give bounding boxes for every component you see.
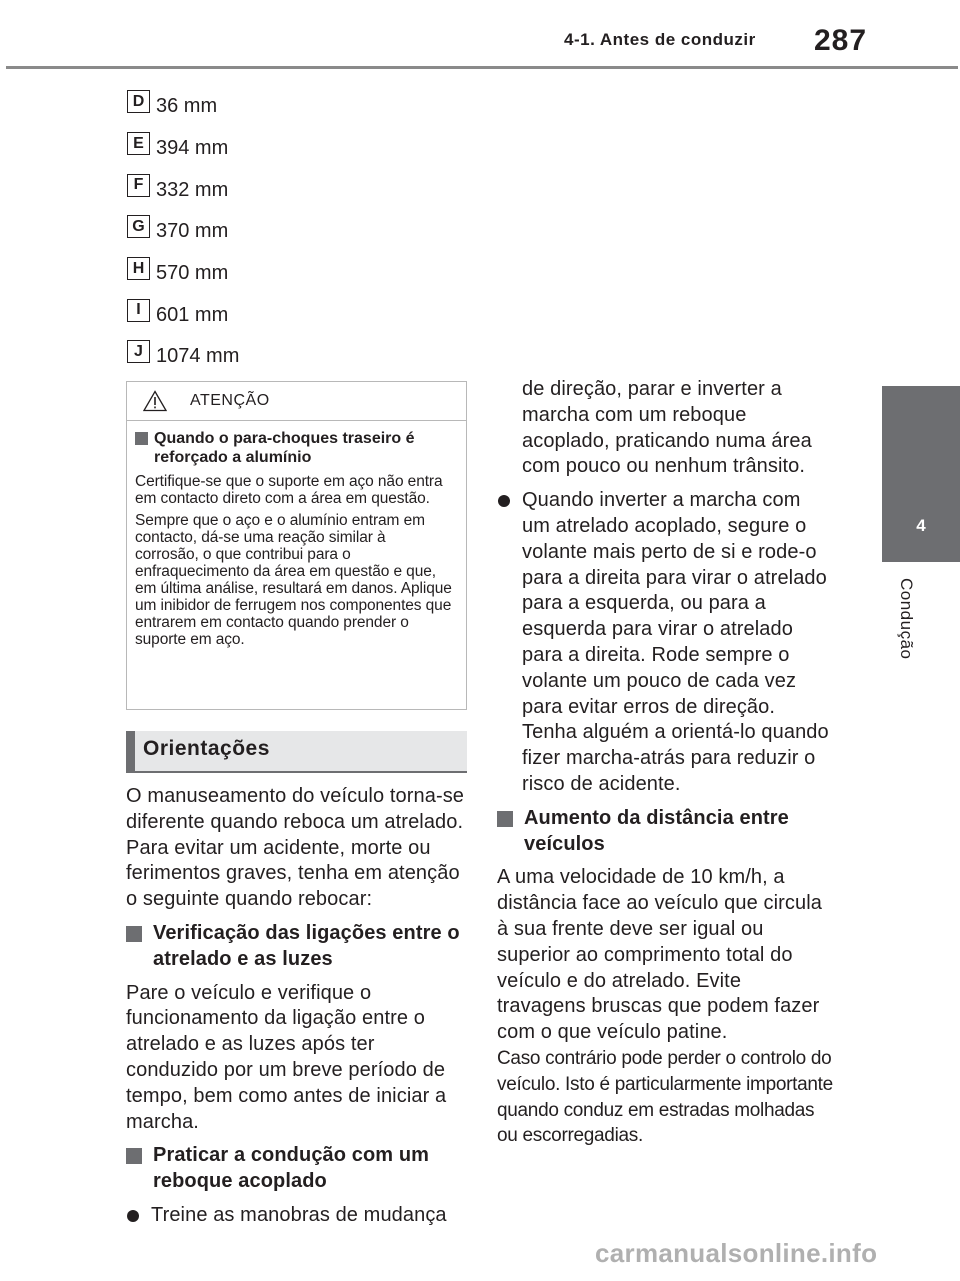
bullet-dot-icon — [498, 495, 510, 507]
dimension-letter: J — [127, 340, 150, 363]
continued-paragraph: de direção, parar e inverter a marcha com um reboque acoplado, praticando numa área com pouco ou nenhum trânsito. — [522, 378, 812, 478]
chapter-label: Condução — [897, 578, 916, 660]
bullet-item — [497, 488, 833, 798]
dimension-value: 394 mm — [156, 137, 229, 160]
subheading — [126, 921, 468, 973]
dimension-value: 601 mm — [156, 303, 229, 326]
chapter-number: 4 — [916, 516, 926, 535]
dimension-value: 570 mm — [156, 262, 229, 285]
bullet-dot-icon — [127, 1210, 139, 1222]
intro-paragraph: O manuseamento do veículo torna-se diferente quando reboca um atrelado. Para evitar um acidente, morte ou ferimentos graves, tenha em atenção o seguinte quando rebocar: — [126, 785, 465, 911]
warning-subtitle-text: Quando o para-choques traseiro é reforçado a alumínio — [154, 430, 415, 466]
dimension-value: 370 mm — [156, 220, 229, 243]
warning-paragraph: Sempre que o aço e o alumínio entram em contacto, dá-se uma reação similar à corrosão, o que contribui para o enfraquecimento da área em questão e que, em última análise, resultará em danos. Aplique um inibidor de ferrugem nos componentes que entrarem em contacto quando prender o suporte em aço. — [135, 512, 452, 648]
section-heading — [126, 731, 467, 773]
dimension-value: 1074 mm — [156, 345, 240, 368]
dimension-letter: H — [127, 257, 150, 280]
body-paragraph: Pare o veículo e verifique o funcionamento da ligação entre o atrelado e as luzes após ter conduzido por um breve período de tempo, bem como antes de iniciar a marcha. — [126, 981, 447, 1133]
dimension-value: 332 mm — [156, 178, 229, 201]
dimension-row — [127, 86, 239, 128]
square-bullet-icon — [126, 926, 142, 942]
section-title: 4-1. Antes de conduzir — [564, 30, 756, 49]
section-heading-rule — [126, 771, 467, 773]
subheading-text: Aumento da distância entre veículos — [524, 806, 789, 855]
square-bullet-icon — [135, 432, 148, 445]
dimension-row — [127, 294, 239, 336]
dimension-row — [127, 336, 239, 378]
dimension-value: 36 mm — [156, 95, 218, 118]
left-column — [126, 784, 468, 1237]
bullet-text: Treine as manobras de mudança — [151, 1203, 447, 1226]
bullet-text: Quando inverter a marcha com um atrelado acoplado, segure o volante mais perto de si e rode-o para a direita para virar o atrelado para a esquerda, ou para a esquerda para virar o atrelado para a direita. Rode sempre o volante um pouco de cada vez para evitar erros de direção. Tenha alguém a orientá-lo quando fizer marcha-atrás para reduzir o risco de acidente. — [522, 489, 829, 795]
square-bullet-icon — [126, 1148, 142, 1164]
dimension-list — [127, 86, 239, 378]
warning-box — [126, 381, 467, 710]
square-bullet-icon — [497, 811, 513, 827]
bullet-item — [126, 1203, 468, 1229]
body-paragraph: A uma velocidade de 10 km/h, a distância face ao veículo que circula à sua frente deve ser igual ou superior ao comprimento total do veículo e do atrelado. Evite travagens bruscas que podem fazer com o que veículo patine. — [497, 866, 822, 1044]
dimension-letter: I — [127, 299, 150, 322]
body-paragraph: Caso contrário pode perder o controlo do veículo. Isto é particularmente importante quando conduz em estradas molhadas ou escorregadias. — [497, 1047, 833, 1147]
section-heading-text: Orientações — [143, 737, 270, 760]
dimension-row — [127, 128, 239, 170]
subheading — [497, 806, 833, 858]
header-divider — [6, 66, 958, 69]
subheading — [126, 1143, 468, 1195]
warning-header — [127, 382, 466, 421]
subheading-text: Verificação das ligações entre o atrelado e as luzes — [153, 921, 460, 970]
dimension-letter: G — [127, 215, 150, 238]
dimension-letter: E — [127, 132, 150, 155]
dimension-row — [127, 169, 239, 211]
watermark: carmanualsonline.info — [595, 1238, 878, 1268]
subheading-text: Praticar a condução com um reboque acoplado — [153, 1144, 430, 1193]
dimension-letter: F — [127, 174, 150, 197]
dimension-letter: D — [127, 90, 150, 113]
dimension-row — [127, 211, 239, 253]
warning-title: ATENÇÃO — [190, 392, 270, 409]
warning-triangle-icon — [143, 390, 167, 412]
dimension-row — [127, 253, 239, 295]
warning-subtitle — [135, 429, 452, 467]
warning-paragraph: Certifique-se que o suporte em aço não entra em contacto direto com a área em questão. — [135, 473, 443, 507]
right-column — [497, 377, 833, 1157]
page-number: 287 — [814, 24, 868, 57]
